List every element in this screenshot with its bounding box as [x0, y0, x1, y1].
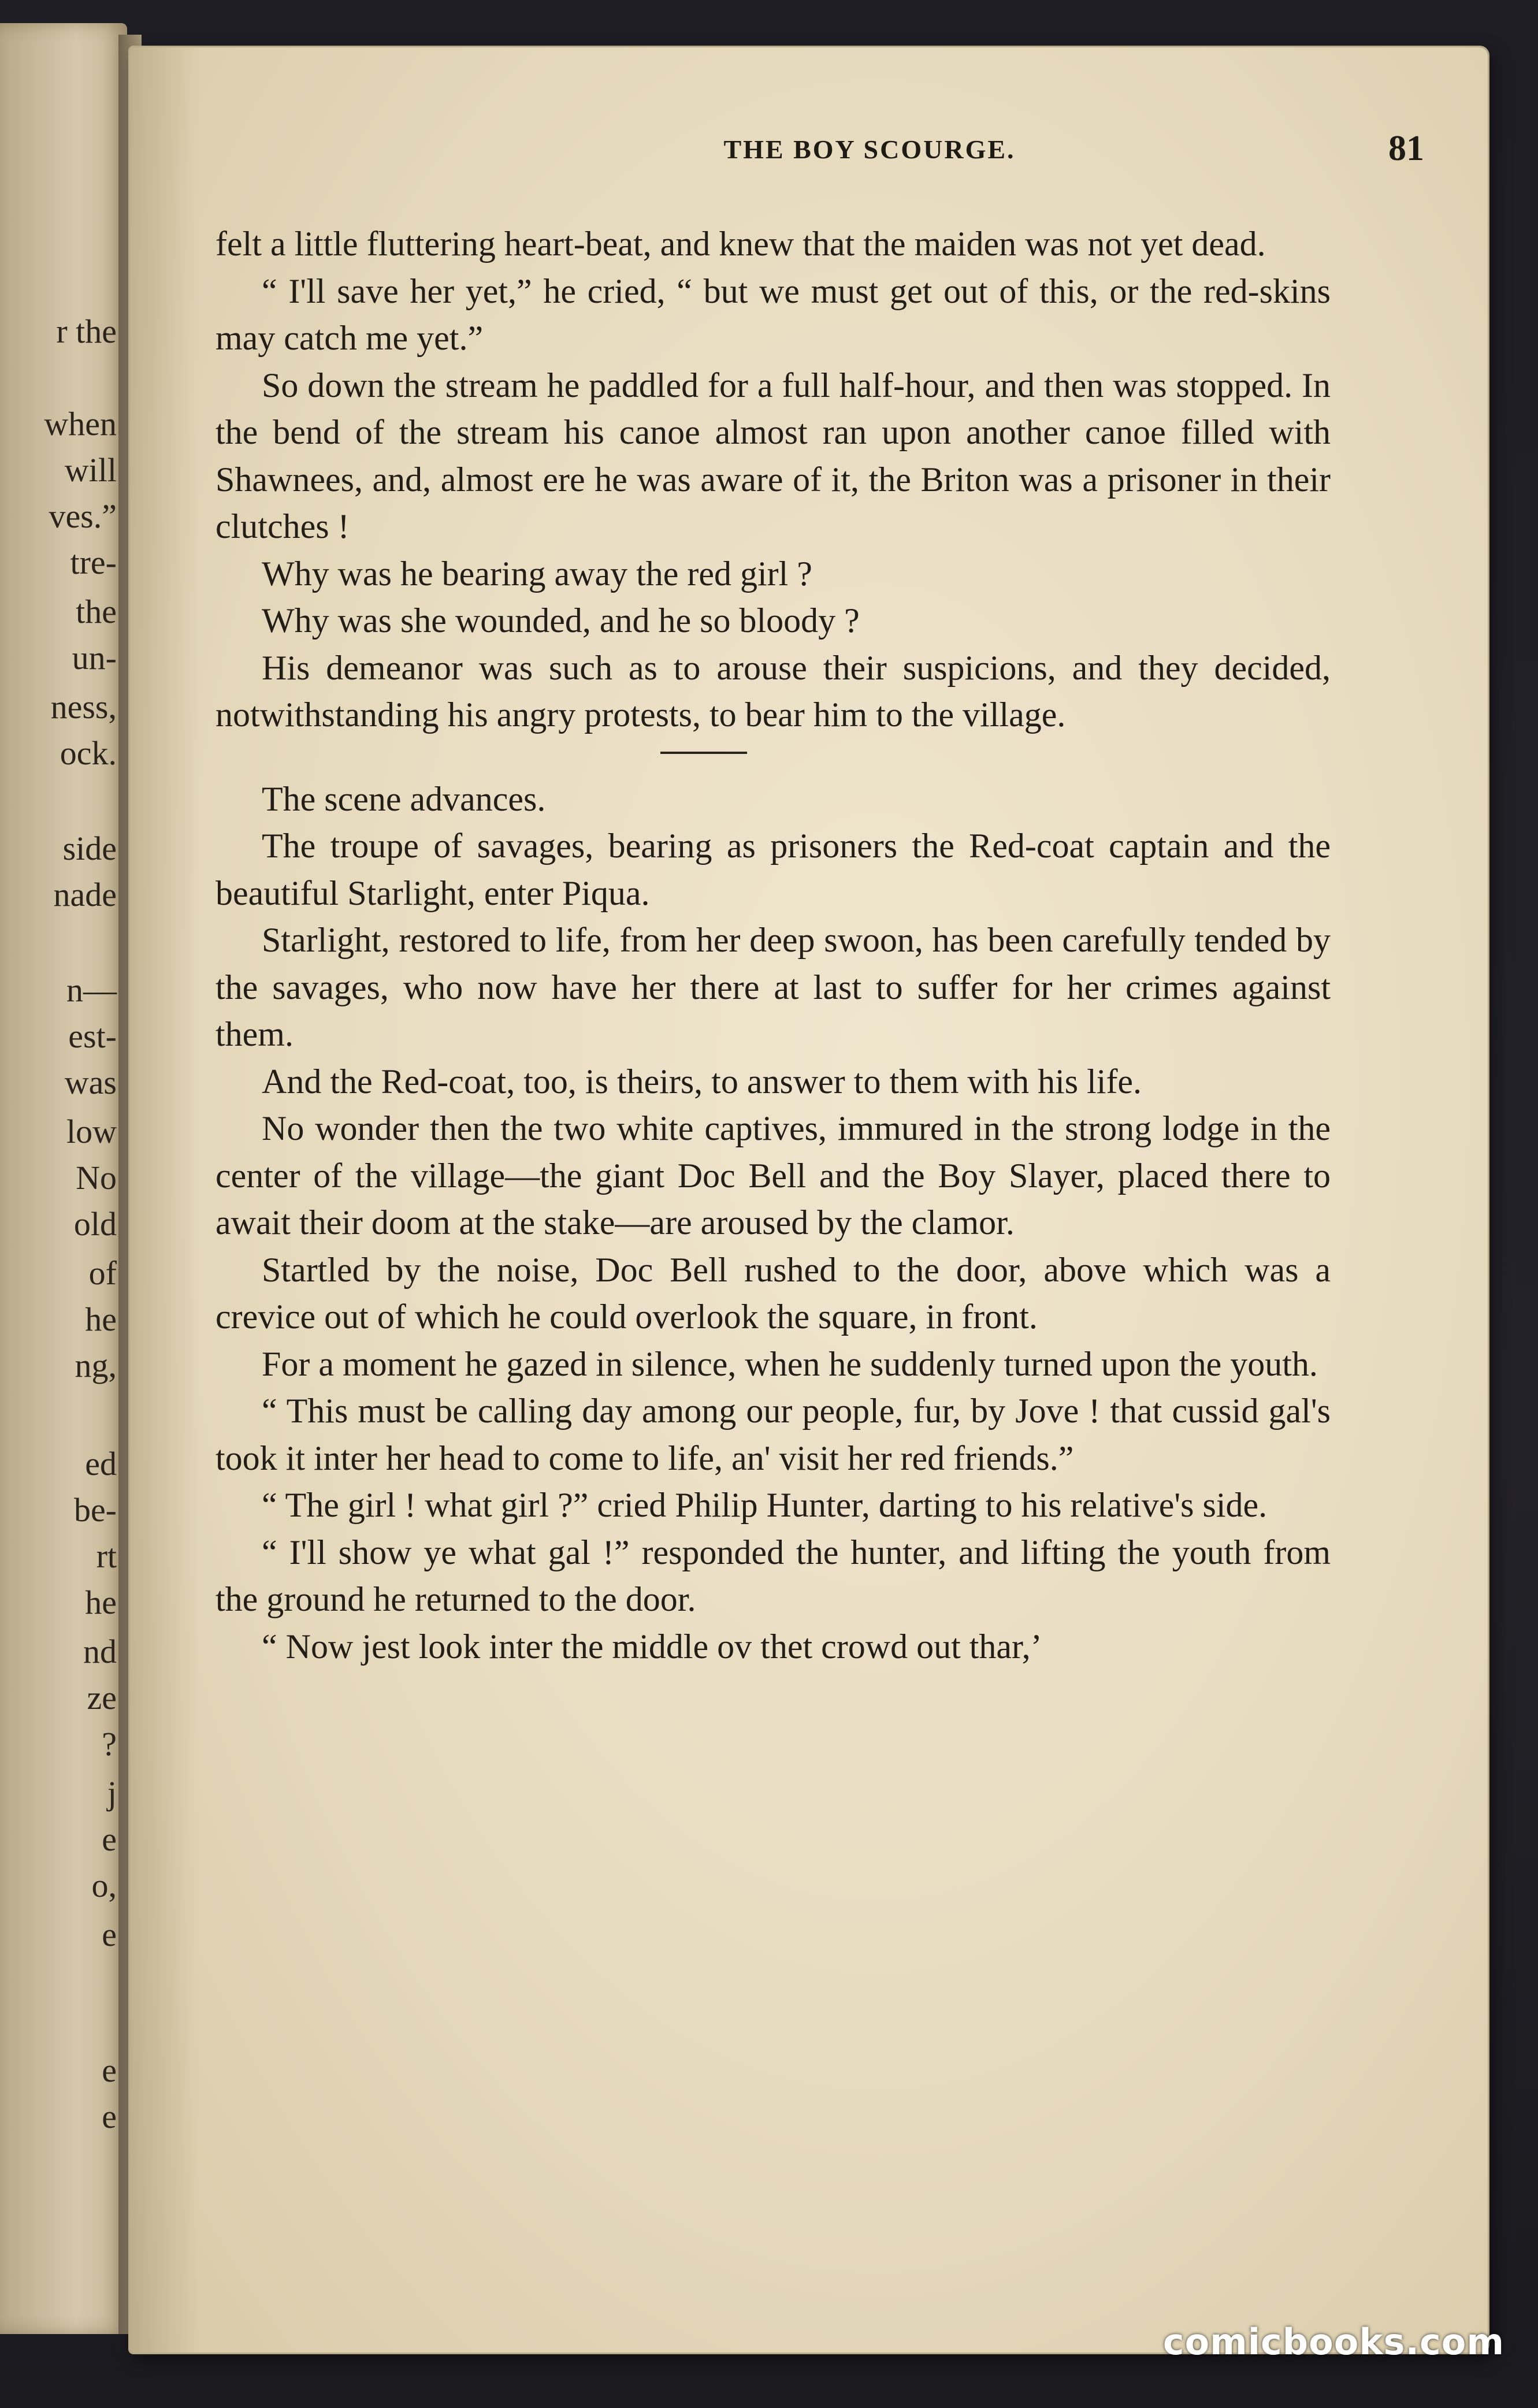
paragraph: Why was she wounded, and he so bloody ?: [262, 601, 860, 640]
left-page-text: e: [102, 2098, 117, 2135]
paragraph: felt a little fluttering heart-beat, and knew that the maiden was not yet dead.: [216, 225, 1266, 263]
left-page-text: est-: [68, 1017, 117, 1055]
left-page-text: ock.: [60, 734, 117, 772]
left-page-text: ng,: [75, 1347, 117, 1384]
left-page-text: when: [44, 405, 117, 443]
paragraph: “ This must be calling day among our people, fur, by Jove ! that cussid gal's took it inter her head to come to life, an' visit her red friends.”: [216, 1392, 1331, 1477]
paragraph: “ Now jest look inter the middle ov thet crowd out thar,’: [262, 1627, 1042, 1666]
left-page-text: he: [85, 1300, 117, 1338]
paragraph: Why was he bearing away the red girl ?: [262, 554, 812, 593]
left-page-text: un-: [72, 639, 117, 677]
paragraph: For a moment he gazed in silence, when he suddenly turned upon the youth.: [262, 1344, 1318, 1383]
site-watermark: comicbooks.com: [1162, 2321, 1504, 2363]
left-page-text: ze: [87, 1679, 117, 1716]
left-page-text: e: [102, 2052, 117, 2089]
paragraph: “ I'll save her yet,” he cried, “ but we must get out of this, or the red-skins may catch me yet.”: [216, 272, 1331, 357]
left-page-text: nd: [83, 1633, 117, 1670]
left-page-text: No: [76, 1159, 117, 1196]
paragraph: Startled by the noise, Doc Bell rushed to the door, above which was a crevice out of which he could overlook the square, in front.: [216, 1250, 1331, 1336]
left-page-text: of: [88, 1254, 117, 1292]
left-page-text: ed: [85, 1445, 117, 1482]
left-page-text: nade: [53, 876, 117, 913]
left-page-text: n—: [66, 971, 117, 1009]
left-page-text: j: [107, 1774, 117, 1812]
left-page-text: will: [64, 451, 117, 489]
left-page-text: ness,: [50, 688, 117, 726]
paragraph: No wonder then the two white captives, immured in the strong lodge in the center of the village—the giant Doc Bell and the Boy Slayer, placed there to await their doom at the stake—are aroused by the clamor.: [216, 1109, 1331, 1242]
left-page-text: e: [102, 1820, 117, 1858]
paragraph: And the Red-coat, too, is theirs, to answer to them with his life.: [262, 1062, 1142, 1101]
left-page-text: tre-: [70, 544, 117, 581]
left-page-text: he: [85, 1584, 117, 1621]
left-page-text: side: [62, 830, 117, 867]
left-page-text: r the: [56, 313, 117, 350]
page-number: 81: [1388, 129, 1424, 168]
paragraph: “ The girl ! what girl ?” cried Philip Hunter, darting to his relative's side.: [262, 1486, 1268, 1524]
running-head: THE BOY SCOURGE.: [723, 135, 1016, 164]
left-page-text: old: [73, 1205, 117, 1243]
left-page-text: rt: [96, 1537, 117, 1575]
left-page-text: ?: [102, 1725, 117, 1763]
paragraph: So down the stream he paddled for a full half-hour, and then was stopped. In the bend of the stream his canoe almost ran upon another canoe filled with Shawnees, and, almost ere he was aware of it, the Briton was a prisoner in their clutches !: [216, 366, 1331, 545]
left-page-text: the: [76, 593, 117, 630]
paragraph: The scene advances.: [262, 779, 546, 818]
paragraph: Starlight, restored to life, from her deep swoon, has been carefully tended by the savages, who now have her there at last to suffer for her crimes against them.: [216, 921, 1331, 1053]
left-page-fragment: [0, 23, 127, 2334]
paragraph: The troupe of savages, bearing as prisoners the Red-coat captain and the beautiful Starlight, enter Piqua.: [216, 827, 1331, 912]
left-page-text: ves.”: [49, 497, 117, 535]
body-text: [216, 221, 1331, 1670]
paragraph: “ I'll show ye what gal !” responded the hunter, and lifting the youth from the ground he returned to the door.: [216, 1533, 1331, 1618]
left-page-text: low: [66, 1113, 117, 1150]
paragraph: His demeanor was such as to arouse their suspicions, and they decided, notwithstanding his angry protests, to bear him to the village.: [216, 648, 1331, 734]
left-page-text: was: [64, 1064, 117, 1101]
book-page: [130, 47, 1488, 2353]
left-page-text: e: [102, 1916, 117, 1953]
left-page-text: be-: [73, 1491, 117, 1529]
left-page-text: o,: [91, 1867, 117, 1904]
section-divider-rule: [660, 752, 747, 754]
